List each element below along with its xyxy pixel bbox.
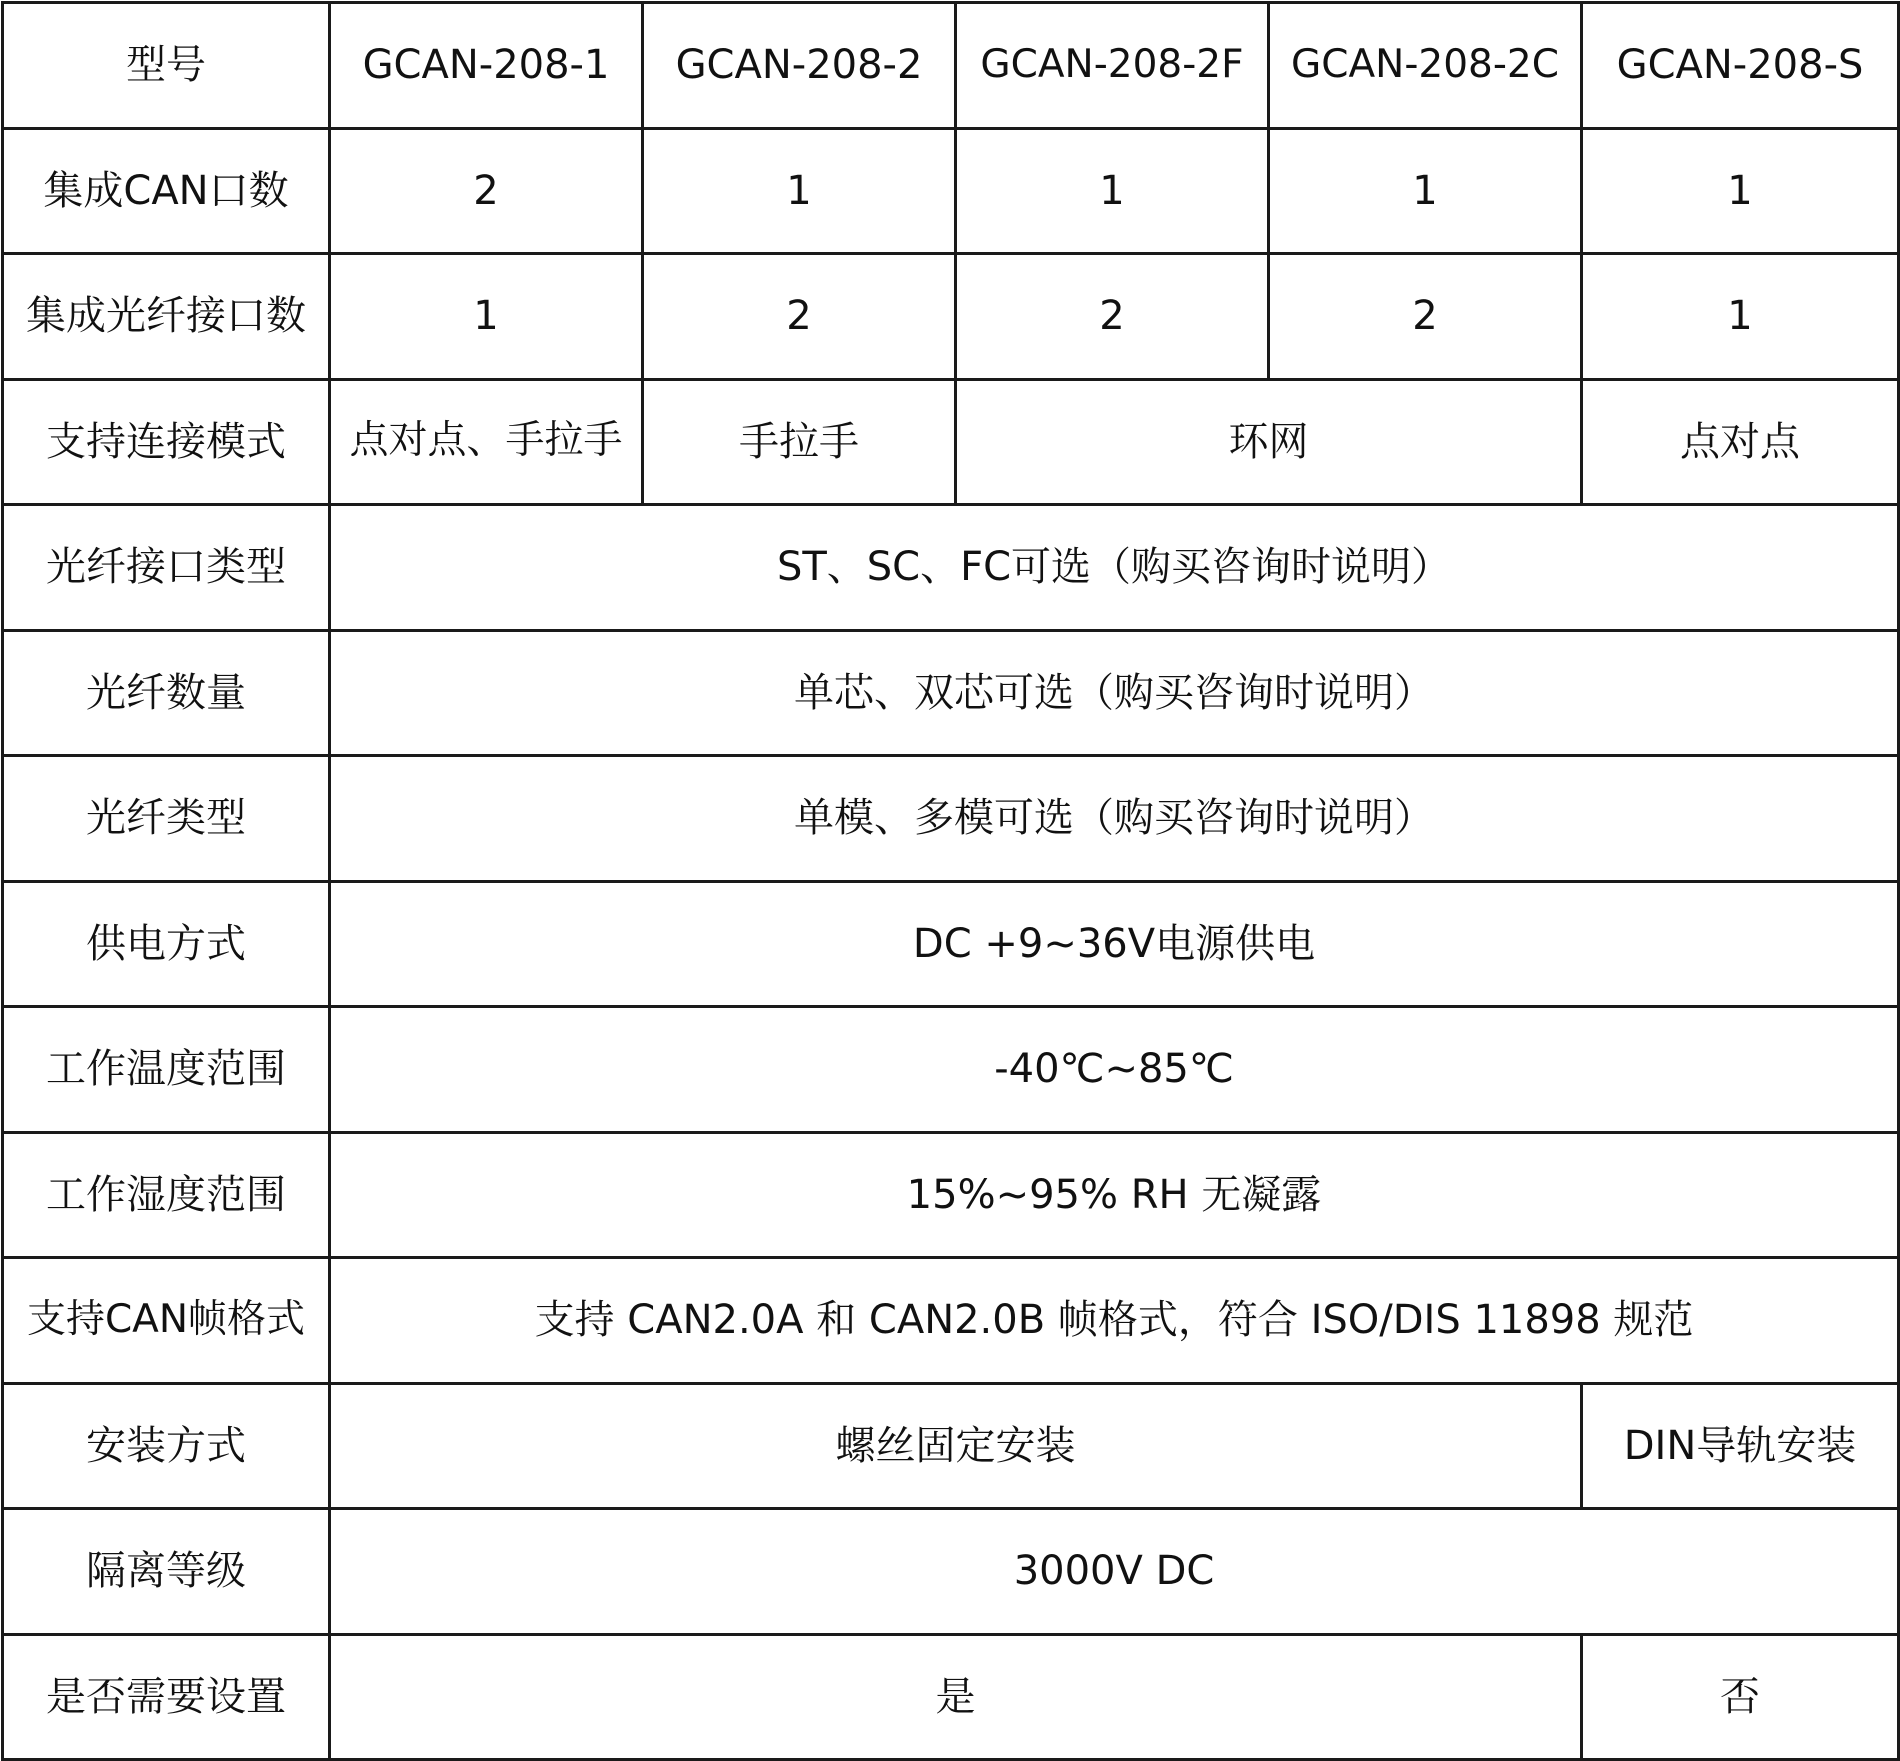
- table-row-connection-mode: [3, 379, 1899, 505]
- can-frame-format-value: 支持 CAN2.0A 和 CAN2.0B 帧格式，符合 ISO/DIS 11898 规范: [330, 1258, 1899, 1384]
- model-cell: GCAN-208-1: [330, 3, 643, 129]
- row-label-fiber-count: 光纤数量: [3, 630, 330, 756]
- table-row-power-supply: [3, 881, 1899, 1007]
- row-label-fiber-ports: 集成光纤接口数: [3, 254, 330, 380]
- fiber-type-value: 单模、多模可选（购买咨询时说明）: [330, 756, 1899, 882]
- model-cell: GCAN-208-2C: [1269, 3, 1582, 129]
- row-label-power-supply: 供电方式: [3, 881, 330, 1007]
- row-label-connection-mode: 支持连接模式: [3, 379, 330, 505]
- connection-mode-cell: 手拉手: [643, 379, 956, 505]
- connection-mode-cell: 环网: [956, 379, 1582, 505]
- connection-mode-cell: 点对点、手拉手: [330, 379, 643, 505]
- row-label-can-frame-format: 支持CAN帧格式: [3, 1258, 330, 1384]
- installation-value: DIN导轨安装: [1582, 1383, 1899, 1509]
- fiber-ports-cell: 1: [330, 254, 643, 380]
- table-row-fiber-type: [3, 756, 1899, 882]
- row-label-fiber-type: 光纤类型: [3, 756, 330, 882]
- fiber-ports-cell: 2: [643, 254, 956, 380]
- row-label-model: 型号: [3, 3, 330, 129]
- operating-humidity-value: 15%~95% RH 无凝露: [330, 1132, 1899, 1258]
- can-ports-cell: 1: [643, 128, 956, 254]
- table-row-operating-humidity: [3, 1132, 1899, 1258]
- configuration-value: 否: [1582, 1634, 1899, 1760]
- spec-table: [1, 1, 1900, 1761]
- row-label-installation: 安装方式: [3, 1383, 330, 1509]
- table-row-fiber-ports: [3, 254, 1899, 380]
- table-row-isolation: [3, 1509, 1899, 1635]
- operating-temperature-value: -40℃~85℃: [330, 1007, 1899, 1133]
- fiber-ports-cell: 2: [956, 254, 1269, 380]
- can-ports-cell: 1: [1582, 128, 1899, 254]
- table-row-model: [3, 3, 1899, 129]
- row-label-fiber-interface-type: 光纤接口类型: [3, 505, 330, 631]
- fiber-ports-cell: 2: [1269, 254, 1582, 380]
- table-row-can-ports: [3, 128, 1899, 254]
- can-ports-cell: 1: [1269, 128, 1582, 254]
- table-row-installation: [3, 1383, 1899, 1509]
- fiber-interface-type-value: ST、SC、FC可选（购买咨询时说明）: [330, 505, 1899, 631]
- table-row-operating-temperature: [3, 1007, 1899, 1133]
- table-row-configuration: [3, 1634, 1899, 1760]
- configuration-value: 是: [330, 1634, 1582, 1760]
- table-row-fiber-count: [3, 630, 1899, 756]
- row-label-operating-humidity: 工作湿度范围: [3, 1132, 330, 1258]
- row-label-isolation: 隔离等级: [3, 1509, 330, 1635]
- model-cell: GCAN-208-2: [643, 3, 956, 129]
- connection-mode-cell: 点对点: [1582, 379, 1899, 505]
- can-ports-cell: 1: [956, 128, 1269, 254]
- installation-value: 螺丝固定安装: [330, 1383, 1582, 1509]
- can-ports-cell: 2: [330, 128, 643, 254]
- isolation-value: 3000V DC: [330, 1509, 1899, 1635]
- row-label-configuration: 是否需要设置: [3, 1634, 330, 1760]
- table-row-can-frame-format: [3, 1258, 1899, 1384]
- fiber-ports-cell: 1: [1582, 254, 1899, 380]
- model-cell: GCAN-208-S: [1582, 3, 1899, 129]
- power-supply-value: DC +9~36V电源供电: [330, 881, 1899, 1007]
- model-cell: GCAN-208-2F: [956, 3, 1269, 129]
- table-row-fiber-interface-type: [3, 505, 1899, 631]
- row-label-can-ports: 集成CAN口数: [3, 128, 330, 254]
- fiber-count-value: 单芯、双芯可选（购买咨询时说明）: [330, 630, 1899, 756]
- row-label-operating-temperature: 工作温度范围: [3, 1007, 330, 1133]
